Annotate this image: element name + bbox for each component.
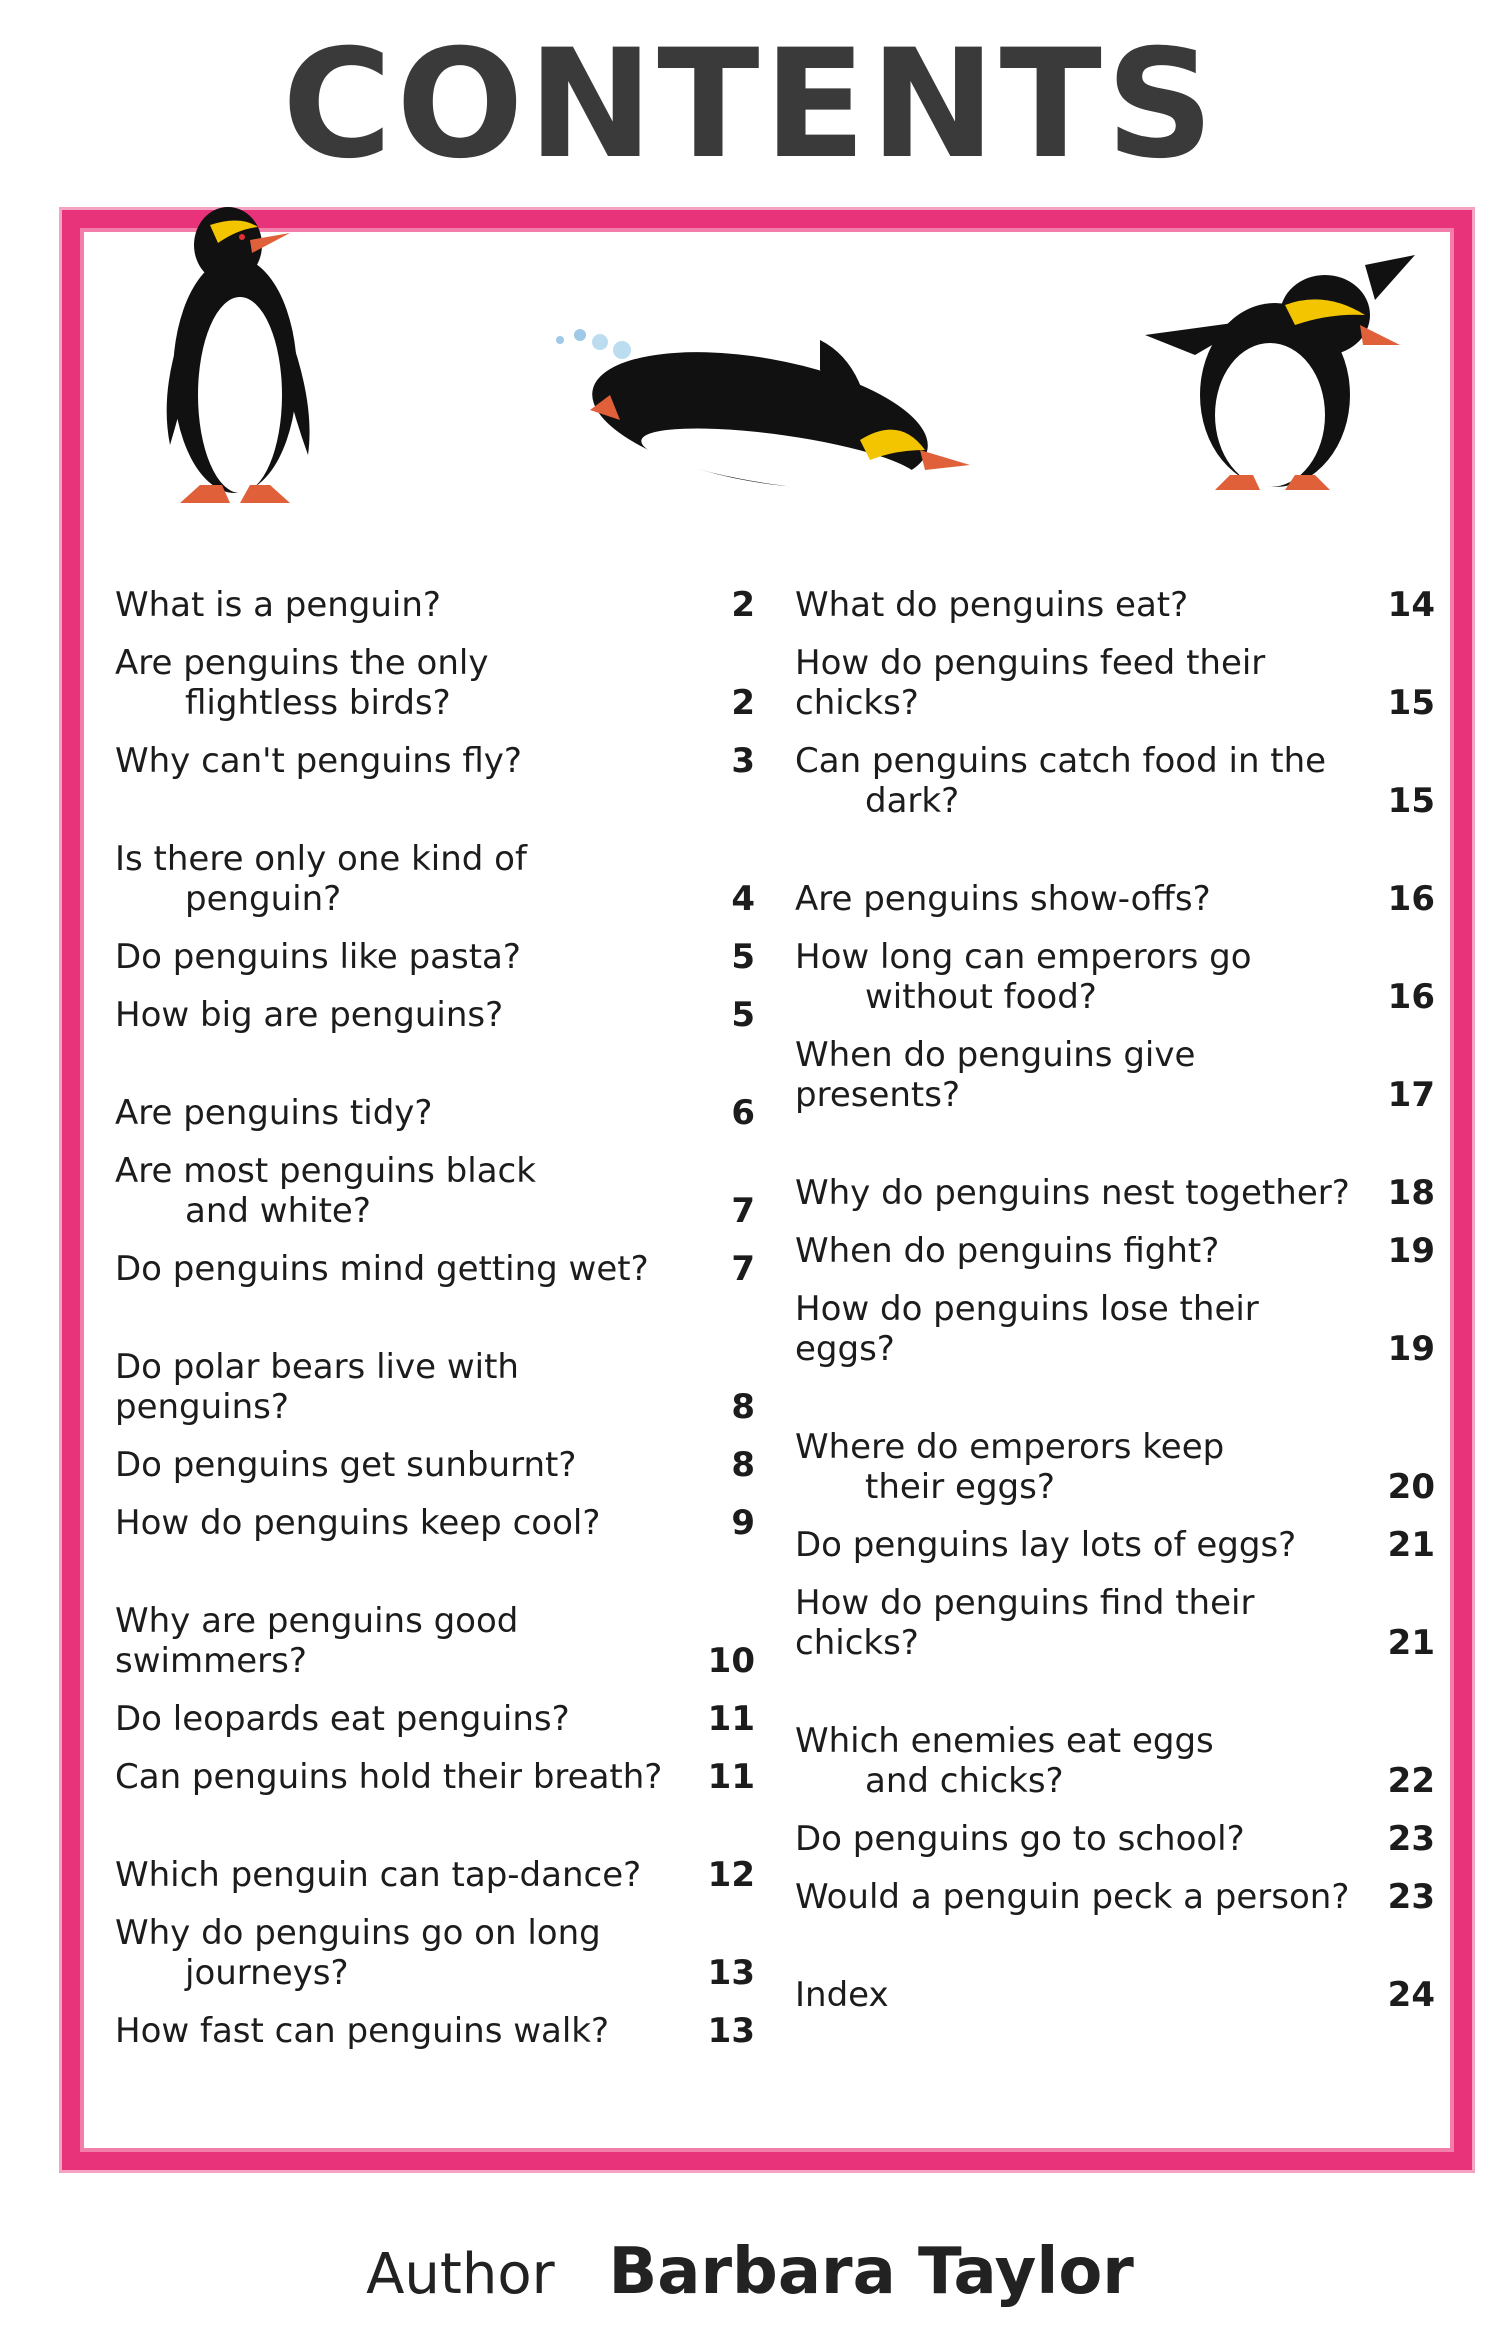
contents-entry[interactable]	[795, 1427, 1435, 1507]
sliding-penguin-illustration	[530, 300, 980, 510]
entry-page-number: 12	[707, 1855, 755, 1895]
entry-question-line: Is there only one kind of	[115, 839, 527, 879]
entry-question	[115, 937, 541, 977]
contents-entry[interactable]	[115, 1855, 755, 1895]
entry-question-line: Do polar bears live with penguins?	[115, 1347, 519, 1427]
entry-page-number: 5	[731, 937, 755, 977]
contents-group	[115, 1855, 755, 2051]
contents-entry[interactable]	[795, 1231, 1435, 1271]
contents-entry[interactable]	[795, 1819, 1435, 1859]
entry-question	[795, 741, 1346, 821]
contents-entry[interactable]	[115, 741, 755, 781]
author-name: Barbara Taylor	[608, 2235, 1134, 2309]
contents-entry[interactable]	[115, 1151, 755, 1231]
contents-entry[interactable]	[115, 1757, 755, 1797]
contents-entry[interactable]	[115, 1503, 755, 1543]
contents-entry[interactable]	[115, 937, 755, 977]
entry-question	[115, 643, 508, 723]
entry-page-number: 10	[707, 1641, 755, 1681]
contents-group	[795, 879, 1435, 1115]
entry-question	[795, 1583, 1385, 1663]
contents-group	[115, 839, 755, 1035]
contents-entry[interactable]	[795, 741, 1435, 821]
entry-question-line: How long can emperors go	[795, 937, 1252, 977]
entry-question	[115, 1093, 452, 1133]
entry-question-line: How do penguins lose their eggs?	[795, 1289, 1259, 1369]
entry-question	[795, 1173, 1370, 1213]
contents-left-column	[115, 585, 755, 2109]
entry-page-number: 11	[707, 1699, 755, 1739]
contents-entry[interactable]	[115, 1093, 755, 1133]
entry-question	[795, 1877, 1369, 1917]
entry-question	[795, 1975, 909, 2015]
entry-question-line: What is a penguin?	[115, 585, 441, 625]
entry-question	[115, 1699, 590, 1739]
entry-page-number: 18	[1387, 1173, 1435, 1213]
entry-page-number: 23	[1387, 1819, 1435, 1859]
contents-entry[interactable]	[795, 1289, 1435, 1369]
entry-question	[115, 1855, 661, 1895]
contents-group	[115, 1347, 755, 1543]
contents-group	[115, 585, 755, 781]
entry-question	[795, 937, 1272, 1017]
entry-question-line: Why are penguins good swimmers?	[115, 1601, 519, 1681]
entry-question	[115, 1913, 621, 1993]
contents-entry[interactable]	[115, 1699, 755, 1739]
author-line	[0, 2235, 1500, 2309]
entry-page-number: 11	[707, 1757, 755, 1797]
entry-question	[115, 1445, 596, 1485]
contents-entry[interactable]	[115, 995, 755, 1035]
entry-question-line: Why do penguins go on long	[115, 1913, 601, 1953]
entry-page-number: 16	[1387, 977, 1435, 1017]
contents-entry[interactable]	[115, 2011, 755, 2051]
contents-entry[interactable]	[795, 1173, 1435, 1213]
contents-entry[interactable]	[115, 1445, 755, 1485]
entry-page-number: 4	[731, 879, 755, 919]
contents-group	[795, 1721, 1435, 1917]
contents-group	[795, 1975, 1435, 2015]
contents-entry[interactable]	[115, 1347, 755, 1427]
entry-page-number: 8	[731, 1445, 755, 1485]
entry-question-line: When do penguins fight?	[795, 1231, 1220, 1271]
entry-page-number: 21	[1387, 1623, 1435, 1663]
entry-page-number: 13	[707, 2011, 755, 2051]
contents-entry[interactable]	[115, 839, 755, 919]
entry-question-line: Do penguins get sunburnt?	[115, 1445, 577, 1485]
entry-page-number: 17	[1387, 1075, 1435, 1115]
entry-question-line: Are penguins show-offs?	[795, 879, 1211, 919]
entry-question	[115, 995, 523, 1035]
entry-question-line: Index	[795, 1975, 889, 2015]
entry-question	[795, 1427, 1244, 1507]
entry-question-line: How do penguins find their chicks?	[795, 1583, 1255, 1663]
entry-question-line: Would a penguin peck a person?	[795, 1877, 1350, 1917]
entry-question	[115, 1757, 682, 1797]
contents-entry[interactable]	[115, 1601, 755, 1681]
entry-question-line: How do penguins feed their chicks?	[795, 643, 1266, 723]
contents-entry[interactable]	[795, 643, 1435, 723]
entry-question	[795, 1819, 1265, 1859]
contents-entry[interactable]	[115, 1913, 755, 1993]
entry-question-line: When do penguins give presents?	[795, 1035, 1196, 1115]
entry-question	[115, 2011, 629, 2051]
entry-question-line: How fast can penguins walk?	[115, 2011, 610, 2051]
entry-page-number: 23	[1387, 1877, 1435, 1917]
entry-question-line: Are most penguins black	[115, 1151, 536, 1191]
contents-entry[interactable]	[795, 879, 1435, 919]
entry-question-line: Do penguins like pasta?	[115, 937, 521, 977]
contents-right-column	[795, 585, 1435, 2073]
entry-page-number: 2	[731, 683, 755, 723]
entry-page-number: 9	[731, 1503, 755, 1543]
entry-question-line: Which enemies eat eggs	[795, 1721, 1214, 1761]
entry-question-continuation: and white?	[185, 1191, 371, 1231]
contents-entry[interactable]	[795, 1035, 1435, 1115]
entry-question-continuation: flightless birds?	[185, 683, 451, 723]
entry-page-number: 15	[1387, 781, 1435, 821]
entry-page-number: 16	[1387, 879, 1435, 919]
leaning-penguin-illustration	[1135, 245, 1435, 495]
entry-page-number: 7	[731, 1249, 755, 1289]
entry-question	[115, 1503, 620, 1543]
contents-group	[115, 1093, 755, 1289]
entry-question-line: Do penguins mind getting wet?	[115, 1249, 649, 1289]
entry-question-continuation: and chicks?	[865, 1761, 1064, 1801]
contents-entry[interactable]	[795, 1975, 1435, 2015]
entry-question	[795, 643, 1385, 723]
entry-page-number: 6	[731, 1093, 755, 1133]
entry-question-line: What do penguins eat?	[795, 585, 1189, 625]
contents-group	[795, 585, 1435, 821]
entry-page-number: 14	[1387, 585, 1435, 625]
entry-question	[795, 1525, 1316, 1565]
entry-question-line: Do penguins go to school?	[795, 1819, 1245, 1859]
contents-entry[interactable]	[115, 643, 755, 723]
entry-question	[795, 1035, 1385, 1115]
contents-group	[795, 1427, 1435, 1663]
entry-question	[115, 585, 461, 625]
entry-question-line: How do penguins keep cool?	[115, 1503, 601, 1543]
contents-entry[interactable]	[795, 1583, 1435, 1663]
entry-page-number: 24	[1387, 1975, 1435, 2015]
entry-question-continuation: dark?	[865, 781, 960, 821]
contents-entry[interactable]	[115, 585, 755, 625]
entry-question	[795, 1231, 1239, 1271]
entry-question-line: Which penguin can tap-dance?	[115, 1855, 642, 1895]
entry-question-line: Are penguins the only	[115, 643, 489, 683]
entry-question	[115, 1601, 705, 1681]
contents-entry[interactable]	[795, 1877, 1435, 1917]
entry-page-number: 21	[1387, 1525, 1435, 1565]
entry-question-line: How big are penguins?	[115, 995, 504, 1035]
entry-question-continuation: their eggs?	[865, 1467, 1055, 1507]
entry-page-number: 20	[1387, 1467, 1435, 1507]
contents-group	[795, 1173, 1435, 1369]
entry-question	[795, 1289, 1385, 1369]
entry-question-continuation: penguin?	[185, 879, 342, 919]
author-label: Author	[366, 2242, 555, 2307]
entry-page-number: 19	[1387, 1231, 1435, 1271]
entry-question	[795, 879, 1231, 919]
entry-page-number: 15	[1387, 683, 1435, 723]
contents-entry[interactable]	[795, 937, 1435, 1017]
entry-page-number: 19	[1387, 1329, 1435, 1369]
entry-question-line: Why do penguins nest together?	[795, 1173, 1350, 1213]
contents-group	[115, 1601, 755, 1797]
entry-question	[115, 1249, 669, 1289]
entry-page-number: 8	[731, 1387, 755, 1427]
entry-page-number: 2	[731, 585, 755, 625]
contents-entry[interactable]	[115, 1249, 755, 1289]
contents-entry[interactable]	[795, 585, 1435, 625]
entry-page-number: 5	[731, 995, 755, 1035]
entry-page-number: 7	[731, 1191, 755, 1231]
entry-page-number: 3	[731, 741, 755, 781]
entry-question	[115, 1151, 556, 1231]
entry-question-line: Are penguins tidy?	[115, 1093, 433, 1133]
entry-question-line: Where do emperors keep	[795, 1427, 1225, 1467]
entry-question	[795, 1721, 1234, 1801]
entry-question	[115, 1347, 705, 1427]
contents-entry[interactable]	[795, 1721, 1435, 1801]
entry-question-line: Can penguins hold their breath?	[115, 1757, 663, 1797]
page-title: CONTENTS	[282, 18, 1218, 192]
entry-question	[115, 839, 547, 919]
standing-penguin-illustration	[140, 185, 330, 515]
entry-question-line: Can penguins catch food in the	[795, 741, 1327, 781]
entry-question	[115, 741, 542, 781]
entry-question	[795, 585, 1208, 625]
entry-page-number: 22	[1387, 1761, 1435, 1801]
contents-entry[interactable]	[795, 1525, 1435, 1565]
entry-question-continuation: without food?	[865, 977, 1097, 1017]
entry-question-line: Why can't penguins fly?	[115, 741, 522, 781]
entry-question-line: Do penguins lay lots of eggs?	[795, 1525, 1297, 1565]
entry-question-line: Do leopards eat penguins?	[115, 1699, 570, 1739]
entry-question-continuation: journeys?	[185, 1953, 349, 1993]
entry-page-number: 13	[707, 1953, 755, 1993]
